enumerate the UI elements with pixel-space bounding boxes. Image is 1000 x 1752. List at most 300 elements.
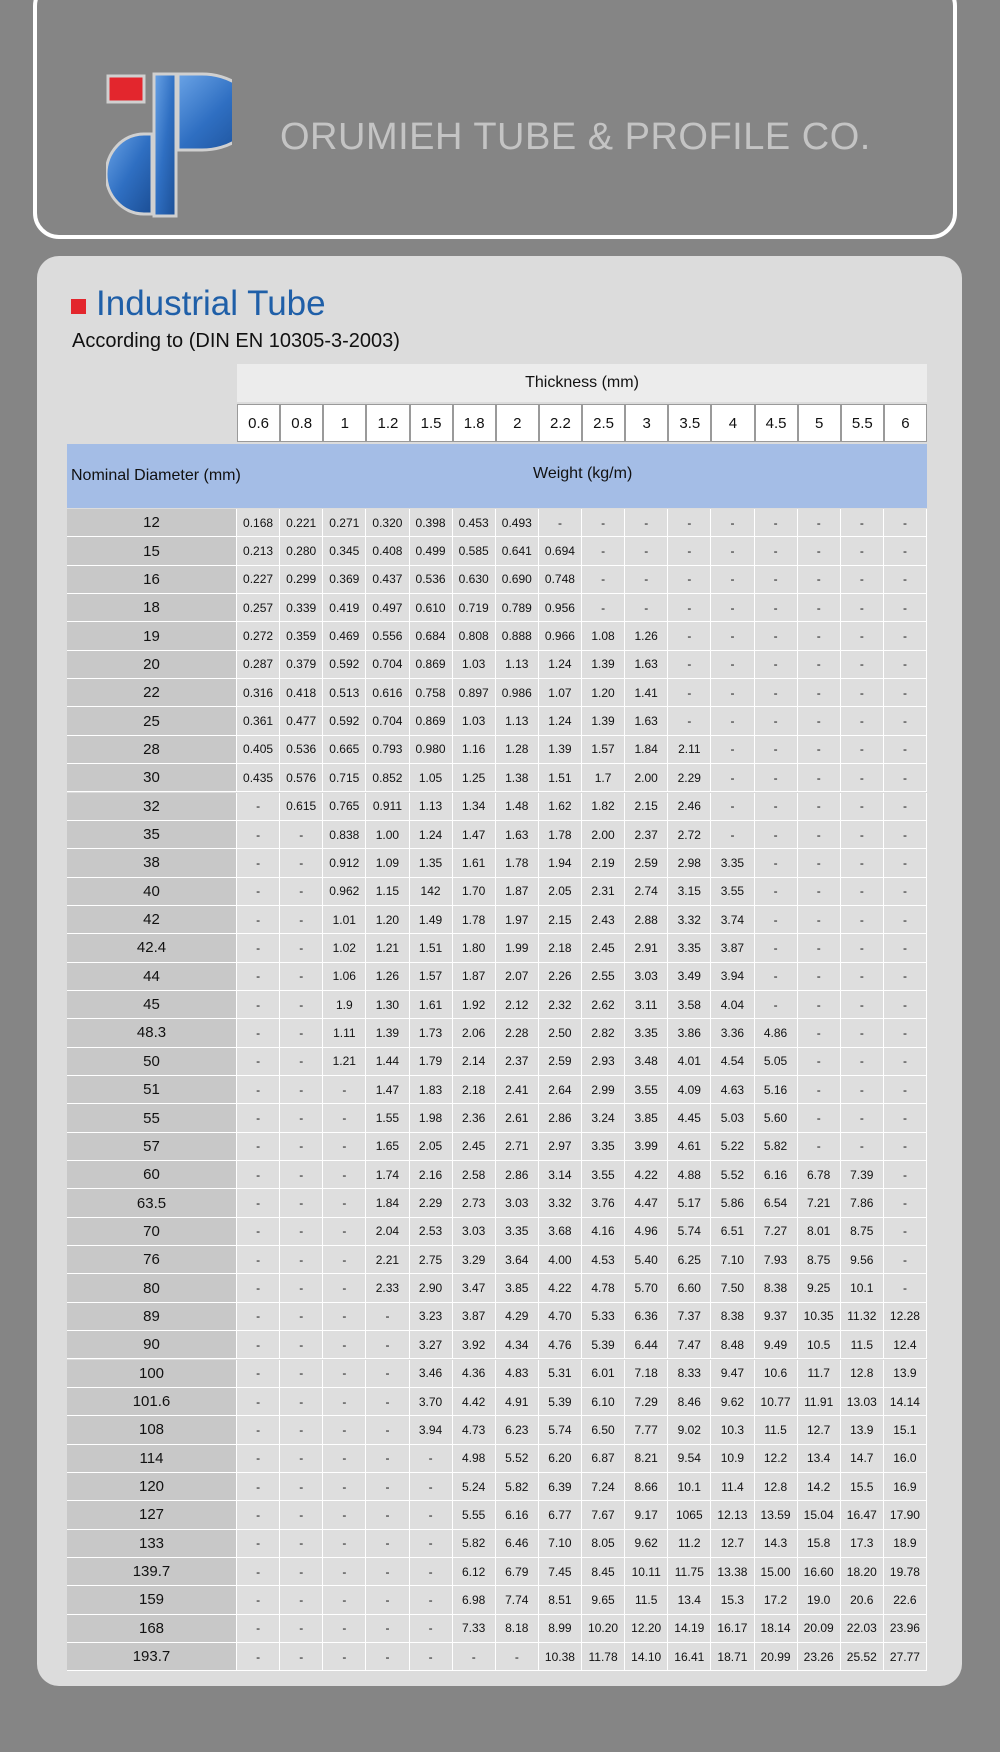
weight-cell: 18.14 [755,1615,798,1643]
weight-cell: - [280,821,323,849]
weight-cell: 13.59 [755,1501,798,1529]
weight-cell: 6.54 [755,1189,798,1217]
weight-cell: - [668,566,711,594]
diameter-cell: 40 [67,878,237,906]
weight-cell: 0.369 [323,566,366,594]
weight-cell: - [237,1331,280,1359]
weight-cell: 0.616 [366,679,409,707]
weight-cell: 4.22 [539,1274,582,1302]
weight-cell: 3.86 [668,1019,711,1047]
weight-cell: 0.437 [366,566,409,594]
weight-cell: 6.50 [582,1416,625,1444]
weight-cell: 0.398 [410,509,453,537]
weight-cell: 5.82 [496,1473,539,1501]
weight-cell: 1.80 [453,934,496,962]
weight-cell: 1.98 [410,1104,453,1132]
weight-cell: - [237,1161,280,1189]
section-title: Industrial Tube [96,284,326,323]
weight-cell: 6.46 [496,1530,539,1558]
weight-cell: 0.469 [323,622,366,650]
weight-cell: 2.12 [496,991,539,1019]
weight-cell: 0.499 [410,537,453,565]
diameter-cell: 32 [67,793,237,821]
weight-cell: - [323,1416,366,1444]
weight-cell: - [323,1161,366,1189]
weight-cell: 2.33 [366,1274,409,1302]
weight-cell: 7.29 [625,1388,668,1416]
weight-cell: 4.96 [625,1218,668,1246]
weight-cell: 0.257 [237,594,280,622]
weight-cell: 5.05 [755,1048,798,1076]
weight-cell: 16.47 [841,1501,884,1529]
weight-cell: - [280,1530,323,1558]
weight-cell: 0.271 [323,509,366,537]
weight-cell: - [410,1473,453,1501]
weight-cell: 9.37 [755,1303,798,1331]
weight-cell: 0.339 [280,594,323,622]
weight-cell: 0.615 [280,793,323,821]
weight-cell: 0.690 [496,566,539,594]
weight-cell: 1.47 [366,1076,409,1104]
weight-cell: 2.29 [410,1189,453,1217]
weight-cell: - [582,537,625,565]
weight-cell: 0.513 [323,679,366,707]
weight-cell: - [841,537,884,565]
weight-cell: 1.61 [453,849,496,877]
weight-cell: - [323,1501,366,1529]
weight-cell: 5.03 [711,1104,754,1132]
weight-cell: - [237,1303,280,1331]
weight-cell: 1.47 [453,821,496,849]
weight-cell: 15.04 [798,1501,841,1529]
weight-cell: - [280,1586,323,1614]
weight-cell: - [798,991,841,1019]
weight-cell: - [755,594,798,622]
diameter-cell: 48.3 [67,1019,237,1047]
weight-cell: 8.21 [625,1445,668,1473]
weight-cell: 2.61 [496,1104,539,1132]
weight-cell: 13.03 [841,1388,884,1416]
weight-cell: - [366,1388,409,1416]
weight-cell: 8.75 [798,1246,841,1274]
weight-cell: - [798,707,841,735]
weight-cell: 10.1 [841,1274,884,1302]
weight-cell: - [323,1530,366,1558]
weight-cell: - [237,906,280,934]
weight-cell: 15.1 [884,1416,927,1444]
weight-cell: - [280,906,323,934]
weight-cell: 3.32 [668,906,711,934]
weight-cell: 5.74 [539,1416,582,1444]
weight-cell: 9.02 [668,1416,711,1444]
weight-cell: - [323,1360,366,1388]
weight-cell: 2.55 [582,963,625,991]
weight-cell: 8.99 [539,1615,582,1643]
weight-cell: 4.29 [496,1303,539,1331]
weight-cell: - [582,509,625,537]
weight-cell: 2.11 [668,736,711,764]
thickness-col-header: 3.5 [668,404,711,442]
weight-cell: - [755,906,798,934]
weight-cell: 14.10 [625,1643,668,1671]
weight-cell: - [841,963,884,991]
weight-cell: - [755,821,798,849]
weight-cell: 1065 [668,1501,711,1529]
weight-cell: 6.25 [668,1246,711,1274]
weight-cell: 0.748 [539,566,582,594]
weight-cell: 10.5 [798,1331,841,1359]
weight-cell: 17.3 [841,1530,884,1558]
weight-cell: - [280,1558,323,1586]
weight-cell: 7.77 [625,1416,668,1444]
weight-cell: - [841,651,884,679]
weight-cell: 2.29 [668,764,711,792]
weight-cell: 16.17 [711,1615,754,1643]
weight-cell: 1.00 [366,821,409,849]
weight-cell: 0.585 [453,537,496,565]
weight-cell: 0.408 [366,537,409,565]
thickness-header: Thickness (mm) [237,364,927,402]
standard-subtitle: According to (DIN EN 10305-3-2003) [72,330,400,352]
weight-cell: 0.379 [280,651,323,679]
weight-cell: 3.94 [711,963,754,991]
weight-cell: 1.57 [582,736,625,764]
weight-cell: - [755,679,798,707]
weight-cell: 142 [410,878,453,906]
weight-cell: 11.5 [625,1586,668,1614]
weight-cell: 6.39 [539,1473,582,1501]
weight-cell: 1.21 [366,934,409,962]
weight-cell: - [237,1246,280,1274]
weight-cell: 3.03 [496,1189,539,1217]
weight-cell: 19.0 [798,1586,841,1614]
weight-cell: 2.15 [539,906,582,934]
weight-cell: - [280,1019,323,1047]
company-logo [106,72,232,218]
weight-cell: 15.00 [755,1558,798,1586]
weight-cell: 6.10 [582,1388,625,1416]
weight-cell: - [884,1019,927,1047]
weight-cell: - [410,1558,453,1586]
weight-cell: - [841,934,884,962]
weight-cell: 12.8 [755,1473,798,1501]
weight-cell: 7.50 [711,1274,754,1302]
weight-cell: 2.59 [625,849,668,877]
weight-cell: 4.76 [539,1331,582,1359]
weight-cell: 0.630 [453,566,496,594]
weight-cell: 11.2 [668,1530,711,1558]
weight-cell: 1.39 [582,707,625,735]
weight-cell: 20.6 [841,1586,884,1614]
weight-cell: - [841,594,884,622]
weight-cell: 3.76 [582,1189,625,1217]
weight-cell: - [711,509,754,537]
diameter-cell: 55 [67,1104,237,1132]
weight-cell: - [798,594,841,622]
diameter-cell: 50 [67,1048,237,1076]
weight-cell: - [237,849,280,877]
weight-cell: 6.44 [625,1331,668,1359]
weight-cell: 8.46 [668,1388,711,1416]
thickness-col-header: 1 [323,404,366,442]
weight-cell: - [280,1416,323,1444]
weight-cell: - [884,821,927,849]
weight-cell: - [366,1331,409,1359]
weight-cell: 13.9 [841,1416,884,1444]
weight-cell: 1.38 [496,764,539,792]
thickness-col-header: 6 [884,404,927,442]
weight-cell: - [366,1530,409,1558]
weight-cell: 7.47 [668,1331,711,1359]
weight-cell: 0.966 [539,622,582,650]
weight-cell: - [798,622,841,650]
weight-cell: 14.2 [798,1473,841,1501]
weight-cell: 11.78 [582,1643,625,1671]
weight-cell: 1.39 [366,1019,409,1047]
weight-cell: - [798,1019,841,1047]
weight-cell: 1.25 [453,764,496,792]
weight-cell: 5.39 [539,1388,582,1416]
weight-cell: 6.16 [755,1161,798,1189]
weight-cell: 8.48 [711,1331,754,1359]
weight-cell: - [798,537,841,565]
weight-cell: 1.87 [453,963,496,991]
weight-cell: - [237,1643,280,1671]
weight-cell: 3.99 [625,1133,668,1161]
weight-cell: 13.38 [711,1558,754,1586]
weight-cell: 0.897 [453,679,496,707]
weight-cell: 1.28 [496,736,539,764]
weight-cell: 8.66 [625,1473,668,1501]
weight-cell: 1.15 [366,878,409,906]
weight-cell: - [841,1133,884,1161]
weight-cell: - [884,707,927,735]
weight-cell: 13.9 [884,1360,927,1388]
weight-cell: 10.11 [625,1558,668,1586]
weight-cell: 3.49 [668,963,711,991]
weight-cell: 9.47 [711,1360,754,1388]
weight-cell: 25.52 [841,1643,884,1671]
diameter-cell: 12 [67,509,237,537]
weight-cell: - [280,1388,323,1416]
weight-cell: 0.980 [410,736,453,764]
weight-cell: 2.32 [539,991,582,1019]
weight-cell: 9.49 [755,1331,798,1359]
weight-cell: 5.17 [668,1189,711,1217]
diameter-cell: 100 [67,1360,237,1388]
weight-cell: - [841,1048,884,1076]
diameter-cell: 45 [67,991,237,1019]
diameter-cell: 57 [67,1133,237,1161]
weight-cell: - [323,1246,366,1274]
weight-cell: 0.715 [323,764,366,792]
weight-cell: - [237,1218,280,1246]
weight-cell: 1.03 [453,707,496,735]
weight-cell: 1.44 [366,1048,409,1076]
weight-cell: 0.272 [237,622,280,650]
weight-cell: 2.74 [625,878,668,906]
weight-cell: 3.55 [625,1076,668,1104]
weight-cell: - [668,594,711,622]
weight-cell: 9.62 [711,1388,754,1416]
weight-cell: 1.61 [410,991,453,1019]
weight-cell: 3.46 [410,1360,453,1388]
weight-cell: - [410,1643,453,1671]
weight-cell: - [237,1189,280,1217]
weight-cell: - [711,594,754,622]
diameter-cell: 120 [67,1473,237,1501]
weight-cell: 2.14 [453,1048,496,1076]
weight-cell: 2.00 [625,764,668,792]
weight-cell: 3.48 [625,1048,668,1076]
weight-cell: 9.25 [798,1274,841,1302]
weight-cell: 12.4 [884,1331,927,1359]
weight-cell: 7.24 [582,1473,625,1501]
weight-cell: - [884,991,927,1019]
weight-cell: - [237,1274,280,1302]
diameter-header: Nominal Diameter (mm) [71,467,241,484]
weight-cell: - [280,1331,323,1359]
weight-cell: 1.65 [366,1133,409,1161]
weight-cell: - [884,1246,927,1274]
weight-cell: 1.78 [496,849,539,877]
weight-cell: 1.79 [410,1048,453,1076]
weight-cell: - [280,1189,323,1217]
weight-cell: 4.83 [496,1360,539,1388]
weight-cell: 1.26 [625,622,668,650]
weight-cell: - [280,1104,323,1132]
weight-cell: - [366,1473,409,1501]
weight-cell: 10.77 [755,1388,798,1416]
weight-cell: 0.361 [237,707,280,735]
weight-cell: 5.60 [755,1104,798,1132]
weight-cell: 0.912 [323,849,366,877]
weight-cell: 0.299 [280,566,323,594]
weight-cell: 1.09 [366,849,409,877]
weight-cell: 0.168 [237,509,280,537]
weight-cell: 1.73 [410,1019,453,1047]
weight-cell: - [755,764,798,792]
weight-cell: 1.20 [366,906,409,934]
weight-cell: 2.15 [625,793,668,821]
weight-cell: - [841,849,884,877]
weight-cell: 0.888 [496,622,539,650]
weight-cell: 15.8 [798,1530,841,1558]
weight-cell: 2.45 [582,934,625,962]
weight-cell: 4.47 [625,1189,668,1217]
weight-cell: 7.33 [453,1615,496,1643]
diameter-cell: 19 [67,622,237,650]
weight-cell: 7.74 [496,1586,539,1614]
weight-cell: - [841,679,884,707]
weight-cell: 0.280 [280,537,323,565]
weight-cell: - [884,509,927,537]
weight-cell: 10.3 [711,1416,754,1444]
weight-cell: 5.74 [668,1218,711,1246]
diameter-cell: 80 [67,1274,237,1302]
weight-cell: 5.22 [711,1133,754,1161]
weight-cell: 0.758 [410,679,453,707]
weight-cell: - [237,1586,280,1614]
weight-cell: - [323,1104,366,1132]
weight-cell: - [798,963,841,991]
weight-cell: 7.10 [539,1530,582,1558]
diameter-cell: 38 [67,849,237,877]
weight-cell: 2.93 [582,1048,625,1076]
weight-cell: - [884,878,927,906]
weight-cell: - [841,1104,884,1132]
weight-cell: - [755,793,798,821]
weight-cell: 16.60 [798,1558,841,1586]
weight-cell: - [280,1445,323,1473]
weight-cell: - [280,991,323,1019]
weight-cell: - [366,1558,409,1586]
weight-cell: 2.05 [539,878,582,906]
weight-cell: 4.22 [625,1161,668,1189]
weight-cell: - [323,1133,366,1161]
weight-cell: 4.42 [453,1388,496,1416]
weight-cell: - [280,963,323,991]
diameter-cell: 15 [67,537,237,565]
weight-cell: - [323,1586,366,1614]
weight-cell: 20.09 [798,1615,841,1643]
weight-cell: 2.18 [453,1076,496,1104]
weight-cell: - [884,793,927,821]
weight-cell: 17.90 [884,1501,927,1529]
weight-cell: 2.31 [582,878,625,906]
weight-cell: 2.28 [496,1019,539,1047]
weight-cell: 7.21 [798,1189,841,1217]
weight-cell: - [280,878,323,906]
weight-cell: - [323,1558,366,1586]
weight-cell: 7.67 [582,1501,625,1529]
thickness-col-header: 0.8 [280,404,323,442]
weight-cell: - [798,566,841,594]
diameter-cell: 20 [67,651,237,679]
weight-cell: - [841,707,884,735]
weight-cell: - [884,651,927,679]
weight-cell: 11.32 [841,1303,884,1331]
weight-cell: 3.14 [539,1161,582,1189]
weight-cell: 0.536 [280,736,323,764]
weight-cell: 9.65 [582,1586,625,1614]
weight-cell: 0.477 [280,707,323,735]
weight-cell: - [841,793,884,821]
weight-cell: 6.77 [539,1501,582,1529]
weight-cell: 3.85 [625,1104,668,1132]
weight-cell: - [323,1189,366,1217]
weight-cell: 0.592 [323,651,366,679]
weight-cell: 12.7 [711,1530,754,1558]
thickness-col-header: 1.2 [366,404,409,442]
weight-cell: 3.23 [410,1303,453,1331]
weight-cell: - [323,1643,366,1671]
weight-cell: - [453,1643,496,1671]
weight-cell: 1.63 [625,651,668,679]
weight-cell: - [798,906,841,934]
weight-cell: 4.00 [539,1246,582,1274]
weight-cell: 18.9 [884,1530,927,1558]
diameter-cell: 139.7 [67,1558,237,1586]
weight-cell: - [280,1303,323,1331]
weight-cell: 0.641 [496,537,539,565]
thickness-col-header: 4.5 [755,404,798,442]
weight-cell: 9.62 [625,1530,668,1558]
weight-cell: 2.06 [453,1019,496,1047]
weight-cell: 8.18 [496,1615,539,1643]
weight-header: Weight (kg/m) [533,465,633,482]
weight-cell: 1.74 [366,1161,409,1189]
